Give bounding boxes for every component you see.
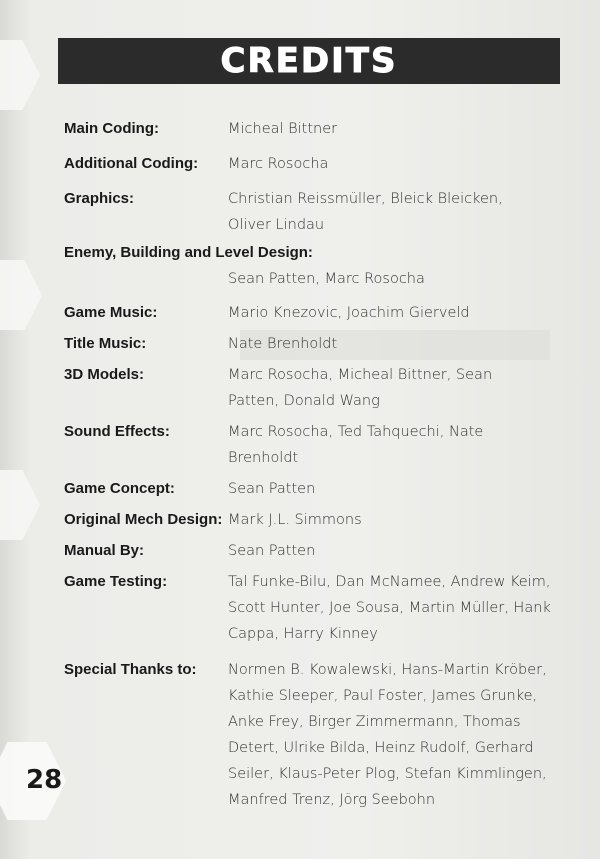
credit-names: Marc Rosocha, Ted Tahquechi, Nate Brenholdt — [228, 424, 484, 466]
credit-role: Main Coding: — [64, 120, 159, 137]
credit-names: Christian Reissmüller, Bleick Bleicken, Oliver Lindau — [228, 191, 503, 233]
credit-role: Game Concept: — [64, 480, 175, 497]
credit-names: Marc Rosocha — [228, 156, 329, 172]
credit-row — [64, 657, 564, 813]
credits-list — [64, 116, 564, 813]
title-banner — [58, 38, 560, 84]
credit-role: 3D Models: — [64, 366, 145, 383]
credit-role: Graphics: — [64, 190, 135, 207]
credit-names: Sean Patten — [228, 481, 316, 497]
hex-decoration — [0, 260, 42, 330]
credit-names: Marc Rosocha, Micheal Bittner, Sean Patten, Donald Wang — [228, 367, 493, 409]
credit-role: Additional Coding: — [64, 155, 199, 172]
credit-row — [64, 569, 564, 647]
hex-decoration — [0, 470, 40, 540]
credit-names: Tal Funke-Bilu, Dan McNamee, Andrew Keim, Scott Hunter, Joe Sousa, Martin Müller, Hank Cappa, Harry Kinney — [228, 574, 551, 642]
credit-names: Normen B. Kowalewski, Hans-Martin Kröber, Kathie Sleeper, Paul Foster, James Grunke, Anke Frey, Birger Zimmermann, Thomas Detert, Ulrike Bilda, Heinz Rudolf, Gerhard Seiler, Klaus-Peter Plog, Stefan Kimmlingen, Manfred Trenz, Jörg Seebohn — [228, 662, 547, 808]
credit-role: Original Mech Design: — [64, 511, 223, 528]
credit-names: Sean Patten — [228, 543, 316, 559]
credit-names: Sean Patten, Marc Rosocha — [228, 271, 425, 287]
credit-role: Sound Effects: — [64, 423, 170, 440]
credit-row — [64, 116, 564, 142]
credit-role: Enemy, Building and Level Design: — [64, 244, 313, 261]
credit-row — [64, 186, 564, 238]
credit-row — [64, 419, 564, 471]
credit-names: Mario Knezovic, Joachim Gierveld — [228, 305, 470, 321]
credit-row — [64, 362, 564, 414]
credit-row — [64, 300, 564, 326]
credit-names: Micheal Bittner — [228, 121, 338, 137]
credit-row — [64, 476, 564, 502]
credit-row — [64, 331, 564, 357]
credit-role: Game Testing: — [64, 573, 168, 590]
credit-role: Special Thanks to: — [64, 661, 197, 678]
credit-row — [64, 507, 564, 533]
page-number: 28 — [26, 765, 63, 795]
hex-decoration — [0, 40, 40, 110]
credit-role: Game Music: — [64, 304, 158, 321]
credit-names: Mark J.L. Simmons — [228, 512, 362, 528]
credit-row — [64, 151, 564, 177]
credit-row — [64, 240, 564, 292]
credit-names: Nate Brenholdt — [228, 336, 338, 352]
credit-row — [64, 538, 564, 564]
credit-role: Title Music: — [64, 335, 147, 352]
page-title: CREDITS — [220, 41, 398, 81]
credit-role: Manual By: — [64, 542, 145, 559]
